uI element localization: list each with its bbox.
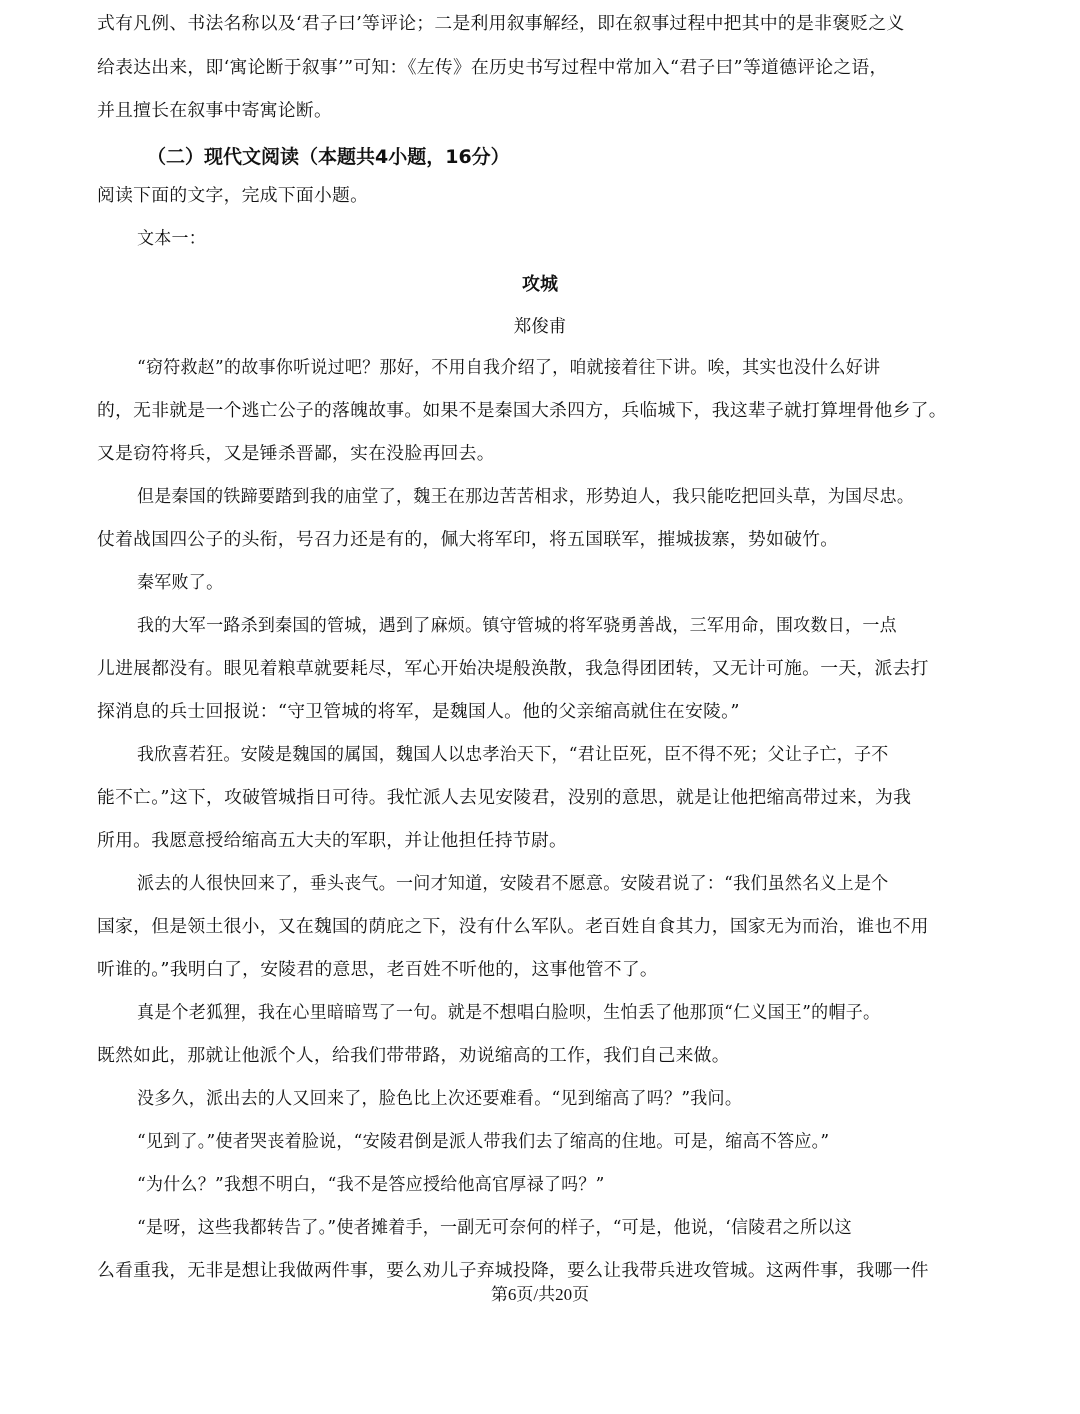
article-line: “为什么？”我想不明白，“我不是答应授给他高官厚禄了吗？” bbox=[137, 1174, 605, 1195]
article-line: 我欣喜若狂。安陵是魏国的属国，魏国人以忠孝治天下，“君让臣死，臣不得不死；父让子亡，子不 bbox=[137, 744, 889, 765]
article-line: 的，无非就是一个逃亡公子的落魄故事。如果不是秦国大杀四方，兵临城下，我这辈子就打算埋骨他乡了。 bbox=[97, 400, 947, 421]
article-line: 儿进展都没有。眼见着粮草就要耗尽，军心开始决堤般涣散，我急得团团转，又无计可施。一天，派去打 bbox=[97, 658, 929, 679]
section-heading: （二）现代文阅读（本题共4小题，16分） bbox=[147, 146, 510, 168]
article-line: 真是个老狐狸，我在心里暗暗骂了一句。就是不想唱白脸呗，生怕丢了他那顶“仁义国王”的帽子。 bbox=[137, 1002, 881, 1023]
article-line: 国家，但是领土很小，又在魏国的荫庇之下，没有什么军队。老百姓自食其力，国家无为而治，谁也不用 bbox=[97, 916, 929, 937]
article-line: 又是窃符将兵，又是锤杀晋鄙，实在没脸再回去。 bbox=[97, 443, 495, 464]
article-line: 所用。我愿意授给缩高五大夫的军职，并让他担任持节尉。 bbox=[97, 830, 568, 851]
article-line: 既然如此，那就让他派个人，给我们带带路，劝说缩高的工作，我们自己来做。 bbox=[97, 1045, 730, 1066]
article-line: “窃符救赵”的故事你听说过吧？那好，不用自我介绍了，咱就接着往下讲。唉，其实也没什么好讲 bbox=[137, 357, 881, 378]
article-line: 派去的人很快回来了，垂头丧气。一问才知道，安陵君不愿意。安陵君说了：“我们虽然名义上是个 bbox=[137, 873, 889, 894]
article-line: 没多久，派出去的人又回来了，脸色比上次还要难看。“见到缩高了吗？”我问。 bbox=[137, 1088, 743, 1109]
article-line: 能不亡。”这下，攻破管城指日可待。我忙派人去见安陵君，没别的意思，就是让他把缩高带过来，为我 bbox=[97, 787, 912, 808]
intro-line: 给表达出来，即‘寓论断于叙事’”可知：《左传》在历史书写过程中常加入“君子曰”等道德评论之语， bbox=[97, 57, 888, 78]
intro-line: 并且擅长在叙事中寄寓论断。 bbox=[97, 100, 333, 121]
article-line: 探消息的兵士回报说：“守卫管城的将军，是魏国人。他的父亲缩高就住在安陵。” bbox=[97, 701, 740, 722]
intro-line: 式有凡例、书法名称以及‘君子曰’等评论；二是利用叙事解经，即在叙事过程中把其中的是非褒贬之义 bbox=[97, 13, 905, 34]
page-number: 第6页/共20页 bbox=[490, 1285, 590, 1304]
article-title: 攻城 bbox=[522, 274, 558, 295]
article-author: 郑俊甫 bbox=[513, 317, 567, 337]
article-line: 但是秦国的铁蹄要踏到我的庙堂了，魏王在那边苦苦相求，形势迫人，我只能吃把回头草，为国尽忠。 bbox=[137, 486, 915, 507]
article-line: 仗着战国四公子的头衔，号召力还是有的，佩大将军印，将五国联军，摧城拔寨，势如破竹。 bbox=[97, 529, 839, 550]
article-line: “见到了。”使者哭丧着脸说，“安陵君倒是派人带我们去了缩高的住地。可是，缩高不答应。” bbox=[137, 1131, 830, 1152]
section-instruction: 阅读下面的文字，完成下面小题。 bbox=[97, 185, 369, 206]
article-line: 秦军败了。 bbox=[137, 572, 224, 593]
text-label: 文本一： bbox=[137, 228, 207, 249]
article-line: “是呀，这些我都转告了。”使者摊着手，一副无可奈何的样子，“可是，他说，‘信陵君之所以这 bbox=[137, 1217, 852, 1238]
article-line: 听谁的。”我明白了，安陵君的意思，老百姓不听他的，这事他管不了。 bbox=[97, 959, 659, 980]
article-line: 么看重我，无非是想让我做两件事，要么劝儿子弃城投降，要么让我带兵进攻管城。这两件事，我哪一件 bbox=[97, 1260, 929, 1281]
article-line: 我的大军一路杀到秦国的管城，遇到了麻烦。镇守管城的将军骁勇善战，三军用命，围攻数日，一点 bbox=[137, 615, 897, 636]
